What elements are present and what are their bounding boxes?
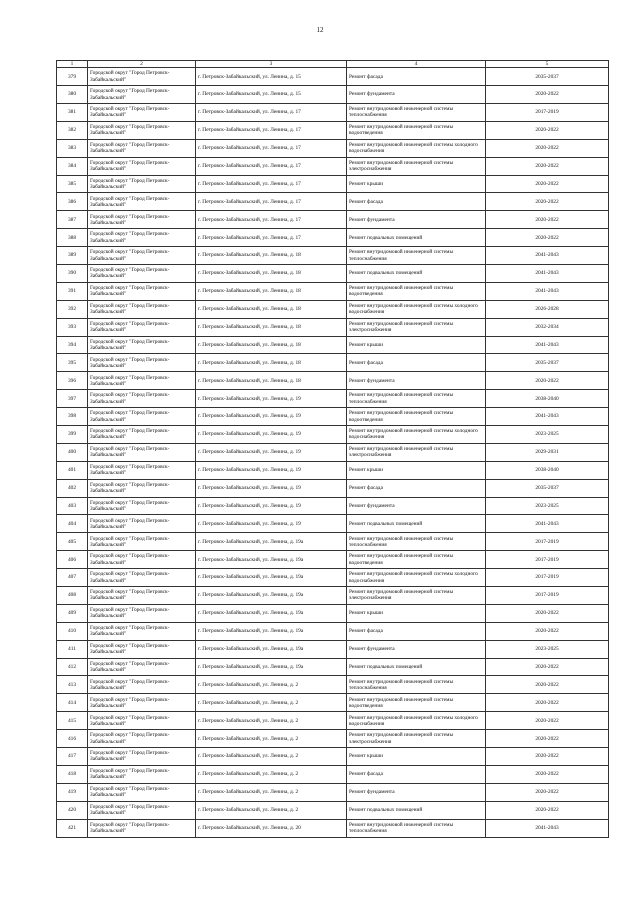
table-row	[57, 193, 609, 211]
cell-period: 2017-2019	[486, 569, 609, 587]
table-row	[57, 569, 609, 587]
table-row	[57, 372, 609, 390]
cell-address: г. Петровск-Забайкальский, ул. Ленина, д. 18	[196, 372, 347, 390]
table-row	[57, 801, 609, 819]
cell-address: г. Петровск-Забайкальский, ул. Ленина, д. 2	[196, 694, 347, 712]
cell-row-number: 387	[57, 211, 88, 229]
cell-period: 2041-2043	[486, 819, 609, 837]
cell-address: г. Петровск-Забайкальский, ул. Ленина, д. 2	[196, 748, 347, 766]
cell-row-number: 383	[57, 139, 88, 157]
cell-period: 2017-2019	[486, 551, 609, 569]
cell-address: г. Петровск-Забайкальский, ул. Ленина, д. 17	[196, 175, 347, 193]
cell-period: 2020-2022	[486, 175, 609, 193]
table-row	[57, 497, 609, 515]
cell-work-type: Ремонт фасада	[347, 479, 486, 497]
cell-work-type: Ремонт внутридомовой инженерной системы электроснабжения	[347, 157, 486, 175]
cell-row-number: 389	[57, 247, 88, 265]
cell-period: 2020-2022	[486, 211, 609, 229]
cell-work-type: Ремонт внутридомовой инженерной системы электроснабжения	[347, 318, 486, 336]
table-row	[57, 748, 609, 766]
cell-municipality: Городской округ "Город Петровск-Забайкальский"	[88, 783, 196, 801]
cell-period: 2017-2019	[486, 587, 609, 605]
cell-row-number: 381	[57, 103, 88, 121]
cell-row-number: 413	[57, 676, 88, 694]
cell-period: 2020-2022	[486, 765, 609, 783]
cell-address: г. Петровск-Забайкальский, ул. Ленина, д. 19а	[196, 640, 347, 658]
cell-row-number: 409	[57, 604, 88, 622]
cell-municipality: Городской округ "Город Петровск-Забайкальский"	[88, 676, 196, 694]
table-row	[57, 211, 609, 229]
header-col-3: 3	[196, 61, 347, 68]
cell-address: г. Петровск-Забайкальский, ул. Ленина, д. 18	[196, 247, 347, 265]
cell-work-type: Ремонт крыши	[347, 604, 486, 622]
cell-municipality: Городской округ "Город Петровск-Забайкальский"	[88, 587, 196, 605]
cell-row-number: 379	[57, 68, 88, 86]
table-row	[57, 390, 609, 408]
table-row	[57, 426, 609, 444]
cell-period: 2029-2031	[486, 443, 609, 461]
table-row	[57, 533, 609, 551]
cell-row-number: 390	[57, 265, 88, 283]
cell-work-type: Ремонт внутридомовой инженерной системы холодного водоснабжения	[347, 300, 486, 318]
table-row	[57, 229, 609, 247]
cell-work-type: Ремонт фасада	[347, 354, 486, 372]
cell-period: 2026-2028	[486, 300, 609, 318]
cell-municipality: Городской округ "Город Петровск-Забайкальский"	[88, 730, 196, 748]
cell-row-number: 393	[57, 318, 88, 336]
cell-period: 2020-2022	[486, 622, 609, 640]
cell-municipality: Городской округ "Город Петровск-Забайкальский"	[88, 121, 196, 139]
cell-work-type: Ремонт внутридомовой инженерной системы электроснабжения	[347, 730, 486, 748]
cell-municipality: Городской округ "Город Петровск-Забайкальский"	[88, 426, 196, 444]
cell-period: 2041-2043	[486, 247, 609, 265]
cell-row-number: 412	[57, 658, 88, 676]
cell-row-number: 396	[57, 372, 88, 390]
cell-municipality: Городской округ "Город Петровск-Забайкальский"	[88, 247, 196, 265]
cell-address: г. Петровск-Забайкальский, ул. Ленина, д. 2	[196, 712, 347, 730]
header-col-4: 4	[347, 61, 486, 68]
cell-row-number: 399	[57, 426, 88, 444]
cell-work-type: Ремонт фасада	[347, 622, 486, 640]
cell-address: г. Петровск-Забайкальский, ул. Ленина, д. 2	[196, 676, 347, 694]
cell-work-type: Ремонт внутридомовой инженерной системы водоотведения	[347, 408, 486, 426]
cell-period: 2020-2022	[486, 86, 609, 104]
cell-row-number: 400	[57, 443, 88, 461]
cell-period: 2035-2037	[486, 479, 609, 497]
cell-row-number: 385	[57, 175, 88, 193]
cell-address: г. Петровск-Забайкальский, ул. Ленина, д. 18	[196, 336, 347, 354]
cell-municipality: Городской округ "Город Петровск-Забайкальский"	[88, 229, 196, 247]
cell-work-type: Ремонт внутридомовой инженерной системы теплоснабжения	[347, 819, 486, 837]
cell-work-type: Ремонт крыши	[347, 461, 486, 479]
table-row	[57, 121, 609, 139]
table-row	[57, 765, 609, 783]
cell-address: г. Петровск-Забайкальский, ул. Ленина, д. 15	[196, 68, 347, 86]
cell-row-number: 394	[57, 336, 88, 354]
cell-work-type: Ремонт внутридомовой инженерной системы водоотведения	[347, 551, 486, 569]
cell-municipality: Городской округ "Город Петровск-Забайкальский"	[88, 282, 196, 300]
cell-row-number: 402	[57, 479, 88, 497]
cell-work-type: Ремонт внутридомовой инженерной системы теплоснабжения	[347, 676, 486, 694]
cell-municipality: Городской округ "Город Петровск-Забайкальский"	[88, 801, 196, 819]
table-row	[57, 157, 609, 175]
cell-municipality: Городской округ "Город Петровск-Забайкальский"	[88, 318, 196, 336]
cell-row-number: 384	[57, 157, 88, 175]
cell-work-type: Ремонт фасада	[347, 765, 486, 783]
cell-row-number: 406	[57, 551, 88, 569]
cell-address: г. Петровск-Забайкальский, ул. Ленина, д. 2	[196, 801, 347, 819]
cell-row-number: 380	[57, 86, 88, 104]
cell-address: г. Петровск-Забайкальский, ул. Ленина, д. 17	[196, 193, 347, 211]
cell-work-type: Ремонт подвальных помещений	[347, 515, 486, 533]
cell-address: г. Петровск-Забайкальский, ул. Ленина, д. 18	[196, 354, 347, 372]
cell-municipality: Городской округ "Город Петровск-Забайкальский"	[88, 479, 196, 497]
cell-work-type: Ремонт фундамента	[347, 372, 486, 390]
cell-work-type: Ремонт внутридомовой инженерной системы водоотведения	[347, 121, 486, 139]
cell-period: 2041-2043	[486, 408, 609, 426]
cell-address: г. Петровск-Забайкальский, ул. Ленина, д. 19	[196, 497, 347, 515]
table-row	[57, 783, 609, 801]
cell-address: г. Петровск-Забайкальский, ул. Ленина, д. 2	[196, 783, 347, 801]
cell-work-type: Ремонт внутридомовой инженерной системы холодного водоснабжения	[347, 569, 486, 587]
cell-row-number: 388	[57, 229, 88, 247]
cell-period: 2020-2022	[486, 783, 609, 801]
cell-work-type: Ремонт внутридомовой инженерной системы электроснабжения	[347, 587, 486, 605]
cell-municipality: Городской округ "Город Петровск-Забайкальский"	[88, 461, 196, 479]
cell-municipality: Городской округ "Город Петровск-Забайкальский"	[88, 765, 196, 783]
cell-municipality: Городской округ "Город Петровск-Забайкальский"	[88, 86, 196, 104]
cell-municipality: Городской округ "Город Петровск-Забайкальский"	[88, 640, 196, 658]
cell-address: г. Петровск-Забайкальский, ул. Ленина, д. 18	[196, 318, 347, 336]
cell-municipality: Городской округ "Город Петровск-Забайкальский"	[88, 372, 196, 390]
header-col-1: 1	[57, 61, 88, 68]
cell-municipality: Городской округ "Город Петровск-Забайкальский"	[88, 533, 196, 551]
cell-work-type: Ремонт фундамента	[347, 497, 486, 515]
cell-row-number: 414	[57, 694, 88, 712]
cell-municipality: Городской округ "Город Петровск-Забайкальский"	[88, 354, 196, 372]
cell-address: г. Петровск-Забайкальский, ул. Ленина, д. 15	[196, 86, 347, 104]
cell-period: 2017-2019	[486, 103, 609, 121]
table-row	[57, 318, 609, 336]
cell-address: г. Петровск-Забайкальский, ул. Ленина, д. 17	[196, 121, 347, 139]
cell-row-number: 416	[57, 730, 88, 748]
cell-work-type: Ремонт фундамента	[347, 211, 486, 229]
cell-period: 2020-2022	[486, 121, 609, 139]
cell-row-number: 421	[57, 819, 88, 837]
cell-work-type: Ремонт подвальных помещений	[347, 658, 486, 676]
table-header-row	[57, 61, 609, 68]
cell-municipality: Городской округ "Город Петровск-Забайкальский"	[88, 175, 196, 193]
cell-period: 2020-2022	[486, 730, 609, 748]
cell-row-number: 386	[57, 193, 88, 211]
cell-period: 2023-2025	[486, 640, 609, 658]
cell-row-number: 411	[57, 640, 88, 658]
cell-row-number: 391	[57, 282, 88, 300]
cell-address: г. Петровск-Забайкальский, ул. Ленина, д. 19	[196, 515, 347, 533]
cell-work-type: Ремонт фундамента	[347, 86, 486, 104]
cell-work-type: Ремонт внутридомовой инженерной системы холодного водоснабжения	[347, 712, 486, 730]
table-row	[57, 103, 609, 121]
cell-address: г. Петровск-Забайкальский, ул. Ленина, д. 18	[196, 282, 347, 300]
cell-row-number: 382	[57, 121, 88, 139]
cell-address: г. Петровск-Забайкальский, ул. Ленина, д. 19а	[196, 587, 347, 605]
cell-row-number: 418	[57, 765, 88, 783]
cell-address: г. Петровск-Забайкальский, ул. Ленина, д. 18	[196, 300, 347, 318]
table-row	[57, 354, 609, 372]
cell-address: г. Петровск-Забайкальский, ул. Ленина, д. 19	[196, 461, 347, 479]
cell-municipality: Городской округ "Город Петровск-Забайкальский"	[88, 139, 196, 157]
table-row	[57, 604, 609, 622]
table-row	[57, 175, 609, 193]
cell-address: г. Петровск-Забайкальский, ул. Ленина, д. 19	[196, 390, 347, 408]
cell-row-number: 405	[57, 533, 88, 551]
table-row	[57, 515, 609, 533]
cell-municipality: Городской округ "Город Петровск-Забайкальский"	[88, 551, 196, 569]
cell-period: 2041-2043	[486, 282, 609, 300]
cell-period: 2035-2037	[486, 68, 609, 86]
cell-address: г. Петровск-Забайкальский, ул. Ленина, д. 17	[196, 103, 347, 121]
cell-municipality: Городской округ "Город Петровск-Забайкальский"	[88, 390, 196, 408]
cell-row-number: 419	[57, 783, 88, 801]
cell-period: 2020-2022	[486, 801, 609, 819]
cell-work-type: Ремонт крыши	[347, 336, 486, 354]
cell-address: г. Петровск-Забайкальский, ул. Ленина, д. 19	[196, 408, 347, 426]
cell-work-type: Ремонт внутридомовой инженерной системы теплоснабжения	[347, 103, 486, 121]
cell-work-type: Ремонт внутридомовой инженерной системы холодного водоснабжения	[347, 426, 486, 444]
table-row	[57, 622, 609, 640]
cell-row-number: 408	[57, 587, 88, 605]
cell-work-type: Ремонт подвальных помещений	[347, 801, 486, 819]
cell-municipality: Городской округ "Город Петровск-Забайкальский"	[88, 300, 196, 318]
cell-row-number: 398	[57, 408, 88, 426]
cell-work-type: Ремонт фасада	[347, 193, 486, 211]
cell-work-type: Ремонт подвальных помещений	[347, 265, 486, 283]
table-row	[57, 408, 609, 426]
cell-period: 2020-2022	[486, 139, 609, 157]
cell-work-type: Ремонт внутридомовой инженерной системы теплоснабжения	[347, 390, 486, 408]
cell-address: г. Петровск-Забайкальский, ул. Ленина, д. 19а	[196, 604, 347, 622]
cell-row-number: 397	[57, 390, 88, 408]
cell-address: г. Петровск-Забайкальский, ул. Ленина, д. 18	[196, 265, 347, 283]
table-row	[57, 587, 609, 605]
cell-row-number: 410	[57, 622, 88, 640]
cell-period: 2020-2022	[486, 604, 609, 622]
table-row	[57, 282, 609, 300]
cell-row-number: 401	[57, 461, 88, 479]
table-body	[57, 68, 609, 837]
cell-municipality: Городской округ "Город Петровск-Забайкальский"	[88, 408, 196, 426]
cell-period: 2020-2022	[486, 658, 609, 676]
cell-address: г. Петровск-Забайкальский, ул. Ленина, д. 17	[196, 229, 347, 247]
cell-period: 2041-2043	[486, 336, 609, 354]
cell-address: г. Петровск-Забайкальский, ул. Ленина, д. 17	[196, 211, 347, 229]
cell-work-type: Ремонт внутридомовой инженерной системы водоотведения	[347, 694, 486, 712]
cell-period: 2020-2022	[486, 193, 609, 211]
cell-municipality: Городской округ "Город Петровск-Забайкальский"	[88, 68, 196, 86]
cell-row-number: 417	[57, 748, 88, 766]
cell-period: 2035-2037	[486, 354, 609, 372]
cell-municipality: Городской округ "Город Петровск-Забайкальский"	[88, 658, 196, 676]
cell-period: 2023-2025	[486, 426, 609, 444]
cell-period: 2041-2043	[486, 515, 609, 533]
cell-municipality: Городской округ "Город Петровск-Забайкальский"	[88, 748, 196, 766]
cell-municipality: Городской округ "Город Петровск-Забайкальский"	[88, 712, 196, 730]
cell-address: г. Петровск-Забайкальский, ул. Ленина, д. 19а	[196, 658, 347, 676]
cell-row-number: 404	[57, 515, 88, 533]
cell-municipality: Городской округ "Город Петровск-Забайкальский"	[88, 569, 196, 587]
header-col-5: 5	[486, 61, 609, 68]
cell-work-type: Ремонт фундамента	[347, 783, 486, 801]
cell-municipality: Городской округ "Город Петровск-Забайкальский"	[88, 211, 196, 229]
cell-municipality: Городской округ "Город Петровск-Забайкальский"	[88, 694, 196, 712]
table-row	[57, 443, 609, 461]
table-row	[57, 300, 609, 318]
cell-municipality: Городской округ "Город Петровск-Забайкальский"	[88, 622, 196, 640]
cell-address: г. Петровск-Забайкальский, ул. Ленина, д. 19а	[196, 622, 347, 640]
cell-period: 2020-2022	[486, 694, 609, 712]
table-row	[57, 694, 609, 712]
cell-work-type: Ремонт фундамента	[347, 640, 486, 658]
cell-row-number: 395	[57, 354, 88, 372]
cell-work-type: Ремонт внутридомовой инженерной системы водоотведения	[347, 282, 486, 300]
cell-work-type: Ремонт крыши	[347, 175, 486, 193]
table-row	[57, 712, 609, 730]
cell-address: г. Петровск-Забайкальский, ул. Ленина, д. 19	[196, 479, 347, 497]
cell-municipality: Городской округ "Город Петровск-Забайкальский"	[88, 604, 196, 622]
cell-address: г. Петровск-Забайкальский, ул. Ленина, д. 2	[196, 730, 347, 748]
cell-municipality: Городской округ "Город Петровск-Забайкальский"	[88, 443, 196, 461]
table-row	[57, 247, 609, 265]
cell-row-number: 407	[57, 569, 88, 587]
page-number: 12	[316, 26, 324, 34]
cell-municipality: Городской округ "Город Петровск-Забайкальский"	[88, 265, 196, 283]
cell-work-type: Ремонт подвальных помещений	[347, 229, 486, 247]
table-row	[57, 640, 609, 658]
cell-work-type: Ремонт внутридомовой инженерной системы холодного водоснабжения	[347, 139, 486, 157]
cell-period: 2020-2022	[486, 676, 609, 694]
cell-period: 2020-2022	[486, 157, 609, 175]
cell-address: г. Петровск-Забайкальский, ул. Ленина, д. 20	[196, 819, 347, 837]
cell-period: 2020-2022	[486, 712, 609, 730]
cell-address: г. Петровск-Забайкальский, ул. Ленина, д. 2	[196, 765, 347, 783]
cell-row-number: 403	[57, 497, 88, 515]
table-row	[57, 68, 609, 86]
table-row	[57, 730, 609, 748]
cell-period: 2017-2019	[486, 533, 609, 551]
table-row	[57, 265, 609, 283]
cell-address: г. Петровск-Забайкальский, ул. Ленина, д. 19а	[196, 551, 347, 569]
cell-period: 2020-2022	[486, 748, 609, 766]
cell-period: 2023-2025	[486, 497, 609, 515]
cell-row-number: 415	[57, 712, 88, 730]
cell-municipality: Городской округ "Город Петровск-Забайкальский"	[88, 157, 196, 175]
cell-work-type: Ремонт внутридомовой инженерной системы теплоснабжения	[347, 247, 486, 265]
repair-schedule-table	[56, 60, 609, 838]
cell-period: 2041-2043	[486, 265, 609, 283]
table-row	[57, 479, 609, 497]
cell-municipality: Городской округ "Город Петровск-Забайкальский"	[88, 193, 196, 211]
table-row	[57, 551, 609, 569]
header-col-2: 2	[88, 61, 196, 68]
table-row	[57, 461, 609, 479]
table-row	[57, 658, 609, 676]
table-row	[57, 676, 609, 694]
cell-period: 2032-2034	[486, 318, 609, 336]
cell-work-type: Ремонт крыши	[347, 748, 486, 766]
cell-period: 2020-2022	[486, 229, 609, 247]
cell-work-type: Ремонт внутридомовой инженерной системы электроснабжения	[347, 443, 486, 461]
cell-municipality: Городской округ "Город Петровск-Забайкальский"	[88, 515, 196, 533]
cell-period: 2020-2022	[486, 372, 609, 390]
table-row	[57, 139, 609, 157]
cell-municipality: Городской округ "Город Петровск-Забайкальский"	[88, 497, 196, 515]
cell-address: г. Петровск-Забайкальский, ул. Ленина, д. 17	[196, 157, 347, 175]
table-row	[57, 86, 609, 104]
table-row	[57, 819, 609, 837]
cell-address: г. Петровск-Забайкальский, ул. Ленина, д. 17	[196, 139, 347, 157]
cell-work-type: Ремонт внутридомовой инженерной системы теплоснабжения	[347, 533, 486, 551]
cell-address: г. Петровск-Забайкальский, ул. Ленина, д. 19	[196, 443, 347, 461]
cell-municipality: Городской округ "Город Петровск-Забайкальский"	[88, 819, 196, 837]
cell-period: 2038-2040	[486, 390, 609, 408]
cell-address: г. Петровск-Забайкальский, ул. Ленина, д. 19а	[196, 569, 347, 587]
cell-municipality: Городской округ "Город Петровск-Забайкальский"	[88, 103, 196, 121]
table-row	[57, 336, 609, 354]
cell-period: 2038-2040	[486, 461, 609, 479]
cell-municipality: Городской округ "Город Петровск-Забайкальский"	[88, 336, 196, 354]
cell-row-number: 420	[57, 801, 88, 819]
cell-address: г. Петровск-Забайкальский, ул. Ленина, д. 19а	[196, 533, 347, 551]
cell-row-number: 392	[57, 300, 88, 318]
cell-address: г. Петровск-Забайкальский, ул. Ленина, д. 19	[196, 426, 347, 444]
cell-work-type: Ремонт фасада	[347, 68, 486, 86]
